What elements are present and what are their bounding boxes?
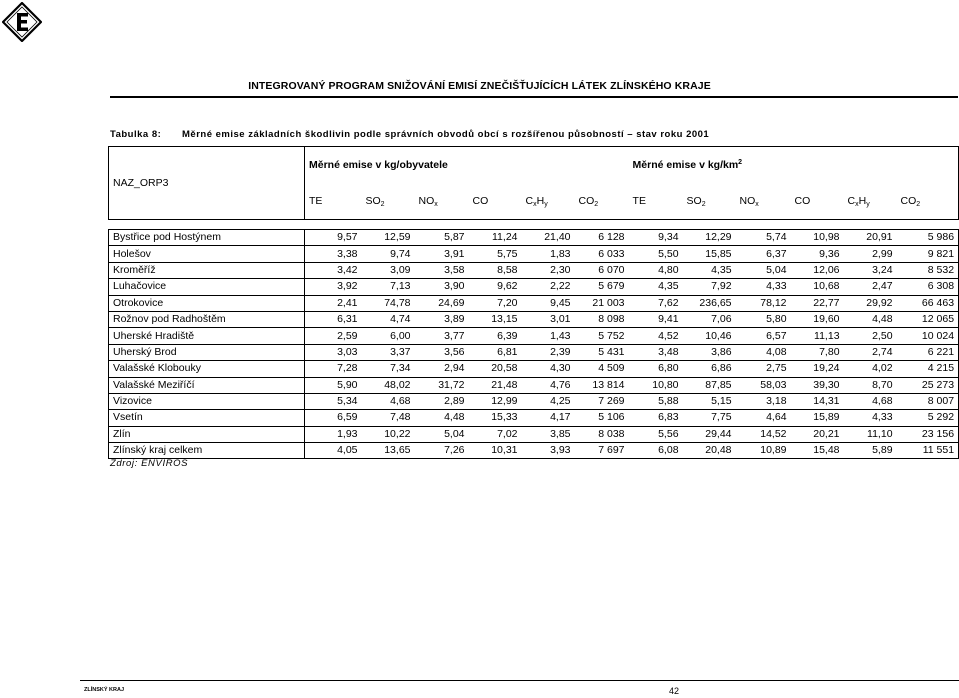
table-cell: 7,75 xyxy=(683,410,736,426)
table-cell: 7,20 xyxy=(469,295,522,311)
column-header-sub2: y xyxy=(544,201,548,208)
row-name: Rožnov pod Radhoštěm xyxy=(109,311,305,327)
table-cell: 3,42 xyxy=(305,262,362,278)
table-cell: 6,59 xyxy=(305,410,362,426)
table-cell: 12,29 xyxy=(683,230,736,246)
table-cell: 58,03 xyxy=(736,377,791,393)
table-cell: 2,75 xyxy=(736,361,791,377)
table-cell: 20,58 xyxy=(469,361,522,377)
header-divider xyxy=(110,96,958,98)
table-cell: 5 106 xyxy=(575,410,629,426)
table-cell: 24,69 xyxy=(415,295,469,311)
table-cell: 2,89 xyxy=(415,393,469,409)
table-cell: 236,65 xyxy=(683,295,736,311)
column-header-sub: 2 xyxy=(701,201,706,208)
table-cell: 1,43 xyxy=(522,328,575,344)
table-cell: 10,46 xyxy=(683,328,736,344)
table-cell: 10 024 xyxy=(897,328,959,344)
table-cell: 7,34 xyxy=(362,361,415,377)
table-cell: 3,77 xyxy=(415,328,469,344)
row-name: Otrokovice xyxy=(109,295,305,311)
table-cell: 8 038 xyxy=(575,426,629,442)
table-cell: 4,48 xyxy=(844,311,897,327)
table-cell: 1,83 xyxy=(522,246,575,262)
table-cell: 3,91 xyxy=(415,246,469,262)
footer-divider xyxy=(80,680,959,681)
table-cell: 6 070 xyxy=(575,262,629,278)
column-header-mid: H xyxy=(858,195,867,207)
table-row xyxy=(109,377,959,393)
table-cell: 6 033 xyxy=(575,246,629,262)
table-cell: 15,85 xyxy=(683,246,736,262)
table-caption xyxy=(110,129,709,140)
table-cell: 9,41 xyxy=(629,311,683,327)
table-row xyxy=(109,295,959,311)
table-cell: 1,93 xyxy=(305,426,362,442)
row-name: Zlín xyxy=(109,426,305,442)
table-cell: 87,85 xyxy=(683,377,736,393)
table-cell: 13 814 xyxy=(575,377,629,393)
table-caption-text: Měrné emise základních škodlivin podle správních obvodů obcí s rozšířenou působností – stav roku 2001 xyxy=(182,129,710,140)
column-header-base: TE xyxy=(632,195,646,207)
column-header xyxy=(897,183,959,220)
table-cell: 12,06 xyxy=(791,262,844,278)
table-cell: 14,52 xyxy=(736,426,791,442)
table-cell: 12,99 xyxy=(469,393,522,409)
table-cell: 9,34 xyxy=(629,230,683,246)
table-cell: 3,86 xyxy=(683,344,736,360)
table-cell: 5,88 xyxy=(629,393,683,409)
table-cell: 6,37 xyxy=(736,246,791,262)
table-cell: 7,28 xyxy=(305,361,362,377)
table-cell: 39,30 xyxy=(791,377,844,393)
column-header xyxy=(415,183,469,220)
table-cell: 15,48 xyxy=(791,443,844,459)
group-header-per-capita: Měrné emise v kg/obyvatele xyxy=(305,147,629,184)
table-row xyxy=(109,230,959,246)
column-header-sub: x xyxy=(533,201,537,208)
table-row xyxy=(109,246,959,262)
table-cell: 4,80 xyxy=(629,262,683,278)
column-header-base: CO xyxy=(900,195,917,207)
table-cell: 3,18 xyxy=(736,393,791,409)
table-cell: 48,02 xyxy=(362,377,415,393)
source-note: Zdroj: ENVIROS xyxy=(110,458,189,469)
table-cell: 9,57 xyxy=(305,230,362,246)
table-cell: 3,48 xyxy=(629,344,683,360)
table-cell: 5,87 xyxy=(415,230,469,246)
table-cell: 5,75 xyxy=(469,246,522,262)
table-row xyxy=(109,311,959,327)
column-header-sub: x xyxy=(434,201,438,208)
table-cell: 4,30 xyxy=(522,361,575,377)
table-cell: 7,80 xyxy=(791,344,844,360)
table-caption-label: Tabulka 8: xyxy=(110,129,162,140)
column-header xyxy=(791,183,844,220)
table-cell: 10,89 xyxy=(736,443,791,459)
table-cell: 5,04 xyxy=(736,262,791,278)
column-header xyxy=(305,183,362,220)
table-cell: 23 156 xyxy=(897,426,959,442)
table-cell: 4,48 xyxy=(415,410,469,426)
table-cell: 7,02 xyxy=(469,426,522,442)
row-name: Luhačovice xyxy=(109,279,305,295)
table-cell: 11,10 xyxy=(844,426,897,442)
table-cell: 5,74 xyxy=(736,230,791,246)
table-cell: 11,13 xyxy=(791,328,844,344)
table-cell: 8 098 xyxy=(575,311,629,327)
column-header-base: C xyxy=(847,195,856,207)
page-number: 42 xyxy=(669,686,680,696)
table-cell: 15,33 xyxy=(469,410,522,426)
table-cell: 10,22 xyxy=(362,426,415,442)
table-cell: 5 679 xyxy=(575,279,629,295)
table-cell: 20,48 xyxy=(683,443,736,459)
table-row xyxy=(109,279,959,295)
table-cell: 5,15 xyxy=(683,393,736,409)
table-cell: 7,92 xyxy=(683,279,736,295)
column-header xyxy=(362,183,415,220)
table-body xyxy=(109,230,959,459)
emissions-table xyxy=(108,146,959,459)
table-row xyxy=(109,410,959,426)
table-cell: 8,58 xyxy=(469,262,522,278)
table-cell: 2,59 xyxy=(305,328,362,344)
table-cell: 6,86 xyxy=(683,361,736,377)
table-row xyxy=(109,393,959,409)
table-cell: 3,01 xyxy=(522,311,575,327)
column-header-base: NO xyxy=(418,195,435,207)
table-cell: 6,81 xyxy=(469,344,522,360)
row-name: Uherské Hradiště xyxy=(109,328,305,344)
table-cell: 8,70 xyxy=(844,377,897,393)
table-cell: 8 532 xyxy=(897,262,959,278)
table-cell: 29,44 xyxy=(683,426,736,442)
table-cell: 13,65 xyxy=(362,443,415,459)
table-cell: 6,08 xyxy=(629,443,683,459)
table-cell: 6,80 xyxy=(629,361,683,377)
table-cell: 12 065 xyxy=(897,311,959,327)
table-cell: 66 463 xyxy=(897,295,959,311)
table-cell: 2,50 xyxy=(844,328,897,344)
column-header-base: C xyxy=(525,195,534,207)
table-cell: 10,80 xyxy=(629,377,683,393)
table-cell: 5 292 xyxy=(897,410,959,426)
table-cell: 5,50 xyxy=(629,246,683,262)
row-name: Holešov xyxy=(109,246,305,262)
table-cell: 8 007 xyxy=(897,393,959,409)
table-cell: 31,72 xyxy=(415,377,469,393)
table-cell: 13,15 xyxy=(469,311,522,327)
table-cell: 12,59 xyxy=(362,230,415,246)
table-cell: 4,02 xyxy=(844,361,897,377)
table-cell: 4,52 xyxy=(629,328,683,344)
table-cell: 10,68 xyxy=(791,279,844,295)
table-cell: 3,09 xyxy=(362,262,415,278)
table-cell: 20,21 xyxy=(791,426,844,442)
table-cell: 5 986 xyxy=(897,230,959,246)
table-row xyxy=(109,262,959,278)
table-cell: 4,25 xyxy=(522,393,575,409)
table-row xyxy=(109,426,959,442)
table-cell: 14,31 xyxy=(791,393,844,409)
table-cell: 7,62 xyxy=(629,295,683,311)
table-cell: 3,24 xyxy=(844,262,897,278)
table-cell: 6,31 xyxy=(305,311,362,327)
table-cell: 3,38 xyxy=(305,246,362,262)
table-cell: 4,35 xyxy=(629,279,683,295)
column-header-base: SO xyxy=(365,195,381,207)
table-cell: 3,90 xyxy=(415,279,469,295)
table-cell: 4,35 xyxy=(683,262,736,278)
column-header-base: CO xyxy=(794,195,811,207)
table-row xyxy=(109,361,959,377)
table-cell: 3,37 xyxy=(362,344,415,360)
table-cell: 5 431 xyxy=(575,344,629,360)
table-cell: 4,76 xyxy=(522,377,575,393)
table-cell: 19,24 xyxy=(791,361,844,377)
column-header-sub: 2 xyxy=(916,201,921,208)
table-cell: 6,57 xyxy=(736,328,791,344)
table-cell: 11 551 xyxy=(897,443,959,459)
table-cell: 6 308 xyxy=(897,279,959,295)
group-header-per-area-sup: 2 xyxy=(738,159,743,166)
table-cell: 2,39 xyxy=(522,344,575,360)
column-header xyxy=(629,183,683,220)
table-cell: 4,17 xyxy=(522,410,575,426)
table-cell: 3,58 xyxy=(415,262,469,278)
table-cell: 20,91 xyxy=(844,230,897,246)
table-cell: 9,74 xyxy=(362,246,415,262)
row-name: Uherský Brod xyxy=(109,344,305,360)
table-cell: 3,93 xyxy=(522,443,575,459)
table-cell: 2,94 xyxy=(415,361,469,377)
table-cell: 6 128 xyxy=(575,230,629,246)
table-cell: 10,98 xyxy=(791,230,844,246)
table-cell: 3,56 xyxy=(415,344,469,360)
column-header xyxy=(469,183,522,220)
row-name: Bystřice pod Hostýnem xyxy=(109,230,305,246)
table-cell: 4,68 xyxy=(362,393,415,409)
table-cell: 5,90 xyxy=(305,377,362,393)
table-cell: 6 221 xyxy=(897,344,959,360)
table-row xyxy=(109,344,959,360)
table-cell: 2,30 xyxy=(522,262,575,278)
table-cell: 4 215 xyxy=(897,361,959,377)
table-cell: 6,00 xyxy=(362,328,415,344)
table-cell: 21,40 xyxy=(522,230,575,246)
column-header-sub: x xyxy=(755,201,759,208)
table-cell: 4,68 xyxy=(844,393,897,409)
table-cell: 2,47 xyxy=(844,279,897,295)
column-header-sub: x xyxy=(855,201,859,208)
table-cell: 4,64 xyxy=(736,410,791,426)
table-cell: 2,41 xyxy=(305,295,362,311)
table-cell: 4,08 xyxy=(736,344,791,360)
table-cell: 3,03 xyxy=(305,344,362,360)
table-cell: 7 697 xyxy=(575,443,629,459)
column-header xyxy=(522,183,575,220)
table-cell: 5,04 xyxy=(415,426,469,442)
table-header-group-row xyxy=(109,147,959,184)
column-header xyxy=(575,183,629,220)
table-cell: 4,33 xyxy=(736,279,791,295)
table-cell: 5 752 xyxy=(575,328,629,344)
row-name: Vsetín xyxy=(109,410,305,426)
row-name: Valašské Meziříčí xyxy=(109,377,305,393)
table-spacer xyxy=(109,220,959,230)
table-cell: 15,89 xyxy=(791,410,844,426)
table-cell: 3,89 xyxy=(415,311,469,327)
table-cell: 9,62 xyxy=(469,279,522,295)
table-cell: 78,12 xyxy=(736,295,791,311)
column-header-base: SO xyxy=(686,195,702,207)
table-cell: 5,80 xyxy=(736,311,791,327)
column-header-sub: 2 xyxy=(594,201,599,208)
table-cell: 4,33 xyxy=(844,410,897,426)
column-header-base: CO xyxy=(472,195,489,207)
footer-region-label: ZLÍNSKÝ KRAJ xyxy=(84,687,125,693)
column-header-base: TE xyxy=(309,195,323,207)
table-row xyxy=(109,328,959,344)
table-cell: 4,05 xyxy=(305,443,362,459)
table-cell: 29,92 xyxy=(844,295,897,311)
table-row xyxy=(109,443,959,459)
column-header-base: NO xyxy=(739,195,756,207)
table-cell: 10,31 xyxy=(469,443,522,459)
row-name: Valašské Klobouky xyxy=(109,361,305,377)
column-header-sub: 2 xyxy=(380,201,385,208)
table-cell: 25 273 xyxy=(897,377,959,393)
table-cell: 21,48 xyxy=(469,377,522,393)
table-cell: 7,48 xyxy=(362,410,415,426)
table-cell: 7,13 xyxy=(362,279,415,295)
table-cell: 9 821 xyxy=(897,246,959,262)
column-header xyxy=(844,183,897,220)
table-cell: 4,74 xyxy=(362,311,415,327)
group-header-per-area xyxy=(629,147,959,184)
table-cell: 2,99 xyxy=(844,246,897,262)
table-cell: 74,78 xyxy=(362,295,415,311)
corner-header: NAZ_ORP3 xyxy=(109,147,305,220)
column-header-base: CO xyxy=(578,195,595,207)
table-cell: 9,36 xyxy=(791,246,844,262)
row-name: Kroměříž xyxy=(109,262,305,278)
column-header-mid: H xyxy=(536,195,545,207)
table-cell: 3,85 xyxy=(522,426,575,442)
table-cell: 21 003 xyxy=(575,295,629,311)
table-cell: 19,60 xyxy=(791,311,844,327)
page-header-title: INTEGROVANÝ PROGRAM SNIŽOVÁNÍ EMISÍ ZNEČIŠŤUJÍCÍCH LÁTEK ZLÍNSKÉHO KRAJE xyxy=(248,80,711,92)
table-cell: 2,22 xyxy=(522,279,575,295)
table-cell: 2,74 xyxy=(844,344,897,360)
table-cell: 5,34 xyxy=(305,393,362,409)
row-name: Vizovice xyxy=(109,393,305,409)
zlin-region-logo xyxy=(2,2,42,42)
table-cell: 7,26 xyxy=(415,443,469,459)
table-cell: 7,06 xyxy=(683,311,736,327)
table-cell: 5,89 xyxy=(844,443,897,459)
table-cell: 7 269 xyxy=(575,393,629,409)
column-header xyxy=(736,183,791,220)
row-name: Zlínský kraj celkem xyxy=(109,443,305,459)
table-cell: 9,45 xyxy=(522,295,575,311)
table-cell: 5,56 xyxy=(629,426,683,442)
column-header-sub2: y xyxy=(866,201,870,208)
table-cell: 3,92 xyxy=(305,279,362,295)
table-cell: 4 509 xyxy=(575,361,629,377)
group-header-per-area-text: Měrné emise v kg/km xyxy=(632,159,739,171)
table-cell: 11,24 xyxy=(469,230,522,246)
table-cell: 6,83 xyxy=(629,410,683,426)
table-cell: 22,77 xyxy=(791,295,844,311)
column-header xyxy=(683,183,736,220)
table-cell: 6,39 xyxy=(469,328,522,344)
